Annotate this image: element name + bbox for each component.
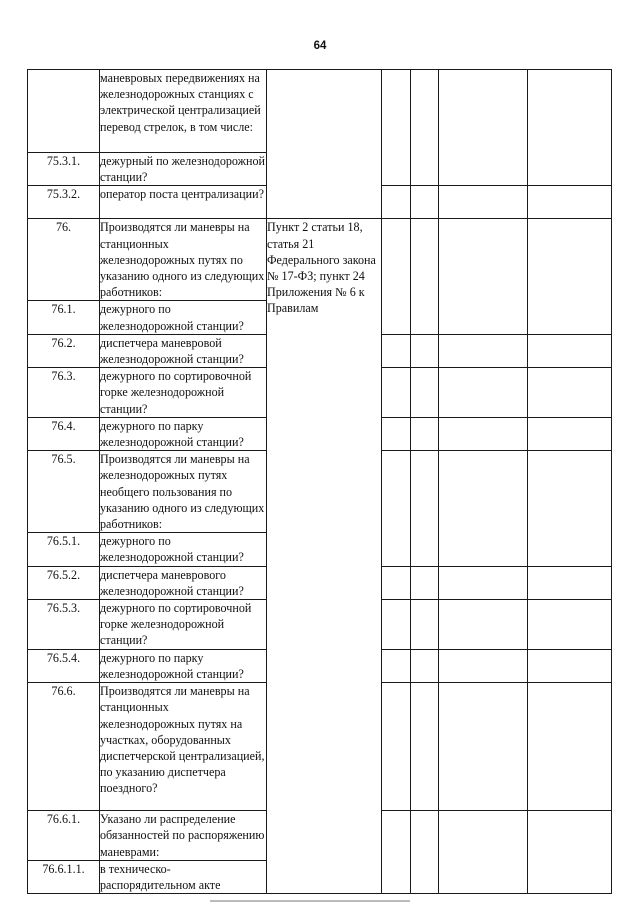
- row-number: 76.5.1.: [28, 533, 100, 566]
- answer-yes-cell[interactable]: [382, 417, 411, 450]
- answer-na-cell[interactable]: [439, 417, 528, 450]
- legal-reference-cell: [267, 70, 382, 219]
- question-text: оператор поста централизации?: [100, 186, 267, 219]
- answer-no-cell[interactable]: [411, 451, 439, 566]
- answer-na-cell[interactable]: [439, 70, 528, 186]
- row-number: [28, 70, 100, 153]
- notes-cell[interactable]: [528, 70, 612, 186]
- legal-reference-cell: Пункт 2 статьи 18, статья 21 Федерального закона № 17-ФЗ; пункт 24 Приложения № 6 к Правилам: [267, 219, 382, 894]
- answer-yes-cell[interactable]: [382, 219, 411, 334]
- row-number: 76.5.3.: [28, 600, 100, 650]
- row-number: 75.3.2.: [28, 186, 100, 219]
- answer-na-cell[interactable]: [439, 368, 528, 418]
- answer-no-cell[interactable]: [411, 368, 439, 418]
- answer-no-cell[interactable]: [411, 649, 439, 682]
- answer-yes-cell[interactable]: [382, 334, 411, 367]
- answer-na-cell[interactable]: [439, 566, 528, 599]
- notes-cell[interactable]: [528, 811, 612, 894]
- row-number: 76.4.: [28, 417, 100, 450]
- scan-edge-mark: [210, 900, 410, 902]
- notes-cell[interactable]: [528, 186, 612, 219]
- answer-yes-cell[interactable]: [382, 70, 411, 186]
- answer-na-cell[interactable]: [439, 811, 528, 894]
- question-text: Производятся ли маневры на станционных железнодорожных путях по указанию одного из следующих работников:: [100, 219, 267, 301]
- row-number: 76.1.: [28, 301, 100, 334]
- question-text: дежурного по сортировочной горке железнодорожной станции?: [100, 368, 267, 418]
- row-number: 76.6.1.: [28, 811, 100, 861]
- row-number: 76.6.1.1.: [28, 860, 100, 893]
- row-number: 76.3.: [28, 368, 100, 418]
- question-text: Указано ли распределение обязанностей по распоряжению маневрами:: [100, 811, 267, 861]
- answer-no-cell[interactable]: [411, 566, 439, 599]
- checklist-table: [27, 69, 612, 894]
- question-text: диспетчера маневровой железнодорожной станции?: [100, 334, 267, 367]
- row-number: 76.2.: [28, 334, 100, 367]
- answer-na-cell[interactable]: [439, 649, 528, 682]
- question-text: дежурного по железнодорожной станции?: [100, 301, 267, 334]
- question-text: дежурного по железнодорожной станции?: [100, 533, 267, 566]
- page-number: 64: [313, 40, 327, 52]
- answer-no-cell[interactable]: [411, 600, 439, 650]
- answer-na-cell[interactable]: [439, 683, 528, 811]
- question-text: дежурного по парку железнодорожной станции?: [100, 649, 267, 682]
- question-text: в техническо-распорядительном акте: [100, 860, 267, 893]
- question-text: дежурного по парку железнодорожной станции?: [100, 417, 267, 450]
- notes-cell[interactable]: [528, 417, 612, 450]
- answer-yes-cell[interactable]: [382, 451, 411, 566]
- answer-yes-cell[interactable]: [382, 566, 411, 599]
- question-text: диспетчера маневрового железнодорожной станции?: [100, 566, 267, 599]
- answer-yes-cell[interactable]: [382, 600, 411, 650]
- answer-yes-cell[interactable]: [382, 649, 411, 682]
- question-text: дежурный по железнодорожной станции?: [100, 154, 266, 185]
- question-text: дежурного по сортировочной горке железнодорожной станции?: [100, 600, 267, 650]
- notes-cell[interactable]: [528, 368, 612, 418]
- answer-yes-cell[interactable]: [382, 683, 411, 811]
- row-number: 75.3.1.: [28, 153, 100, 186]
- answer-no-cell[interactable]: [411, 186, 439, 219]
- notes-cell[interactable]: [528, 600, 612, 650]
- answer-no-cell[interactable]: [411, 417, 439, 450]
- notes-cell[interactable]: [528, 566, 612, 599]
- row-number: 76.: [28, 219, 100, 301]
- answer-na-cell[interactable]: [439, 334, 528, 367]
- answer-yes-cell[interactable]: [382, 368, 411, 418]
- answer-no-cell[interactable]: [411, 683, 439, 811]
- row-number: 76.6.: [28, 683, 100, 811]
- answer-yes-cell[interactable]: [382, 811, 411, 894]
- notes-cell[interactable]: [528, 219, 612, 334]
- question-text: Производятся ли маневры на станционных железнодорожных путях на участках, оборудованных диспетчерской централизацией, по указанию диспетчера поездного?: [100, 683, 267, 811]
- notes-cell[interactable]: [528, 649, 612, 682]
- question-text: Производятся ли маневры на железнодорожных путях необщего пользования по указанию одного из следующих работников:: [100, 451, 267, 533]
- answer-na-cell[interactable]: [439, 451, 528, 566]
- answer-no-cell[interactable]: [411, 334, 439, 367]
- answer-no-cell[interactable]: [411, 811, 439, 894]
- answer-na-cell[interactable]: [439, 219, 528, 334]
- answer-yes-cell[interactable]: [382, 186, 411, 219]
- answer-no-cell[interactable]: [411, 70, 439, 186]
- row-number: 76.5.4.: [28, 649, 100, 682]
- question-text: маневровых передвижениях на железнодорожных станциях с электрической централизацией перевод стрелок, в том числе:: [100, 70, 267, 153]
- notes-cell[interactable]: [528, 334, 612, 367]
- table-row: [28, 70, 612, 153]
- notes-cell[interactable]: [528, 451, 612, 566]
- row-number: 76.5.: [28, 451, 100, 533]
- row-number: 76.5.2.: [28, 566, 100, 599]
- notes-cell[interactable]: [528, 683, 612, 811]
- answer-na-cell[interactable]: [439, 186, 528, 219]
- answer-na-cell[interactable]: [439, 600, 528, 650]
- answer-no-cell[interactable]: [411, 219, 439, 334]
- table-row: [28, 219, 612, 301]
